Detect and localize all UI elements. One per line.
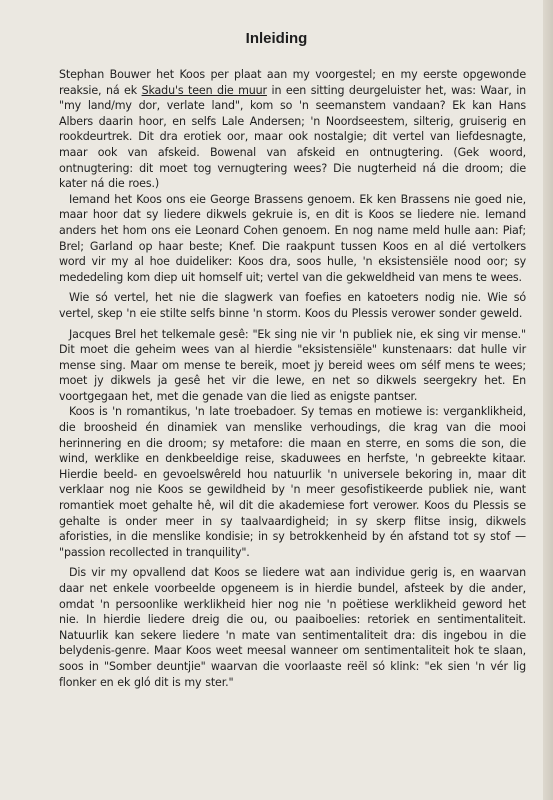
page-edge-shadow <box>543 0 553 800</box>
paragraph-4: Jacques Brel het telkemale gesê: "Ek sing nie vir 'n publiek nie, ek sing vir mense." Dit moet die geheim wees van al hierdie "eksistensiële" kunstenaars: dat hulle vir mense sing. Maar om mense te bereik, moet jy bereid wees om sélf mens te wees; moet jy dikwels ja gesê het vir die lewe, en net so dikwels seergekry het. En voortgegaan het, met die genade van die lied as enigste pantser. <box>59 327 526 403</box>
paragraph-1-text: Stephan Bouwer het Koos per plaat aan my voorgestel; en my eerste opgewonde reaksie, ná ek <box>59 68 526 97</box>
paragraph-6: Dis vir my opvallend dat Koos se liedere wat aan individue gerig is, en waarvan daar net enkele voorbeelde opgeneem is in hierdie bundel, afsteek by die ander, omdat 'n persoonlike werklikheid hier nog nie 'n poëtiese werklikheid geword het nie. In hierdie liedere dreig die ou, ou paaiboelies: retoriek en sentimentaliteit. Natuurlik kan sekere liedere 'n mate van sentimentaliteit dra: dis ingebou in die belydenis-genre. Maar Koos weet meesal wanneer om sentimentaliteit hok te slaan, soos in "Somber deuntjie" waarvan die voorlaaste reël só klink: "ek sien 'n vér lig flonker en ek gló dit is my ster." <box>59 566 526 689</box>
album-title-underlined: Skadu's teen die muur <box>141 83 267 97</box>
paragraph-2: Iemand het Koos ons eie George Brassens genoem. Ek ken Brassens nie goed nie, maar hoor dat sy liedere dikwels gekruie is, en dit is Koos se liedere nie. Iemand anders het hom ons eie Leonard Cohen genoem. En nog name meld hulle aan: Piaf; Brel; Garland op haar beste; Knef. Die raakpunt tussen Koos en al dié vertolkers word vir my al hoe duideliker: Koos dra, soos hulle, 'n eksistensiële nood oor; sy mededeling kom diep uit homself uit; vertel van die gekweldheid van mens te wees. <box>59 192 526 284</box>
paragraph-5: Koos is 'n romantikus, 'n late troebadoer. Sy temas en motiewe is: verganklikheid, die broosheid én dinamiek van menslike verhoudings, die krag van die mooi herinnering en die droom; sy metafore: die maan en sterre, en soms die son, die wind, werklike en denkbeeldige reise, skaduwees en herfste, 'n gebreekte kitaar. Hierdie beeld- en gevoelswêreld hou natuurlik 'n universele bekoring in, maar dit verklaar nog nie Koos se gewildheid by 'n meer gesofistikeerde publiek nie, want romantiek moet gehalte hê, wil dit die akademiese fort verower. Koos du Plessis se gehalte is onder meer in sy taalvaardigheid; in sy skerp flitse insig, dikwels aforisties, in die menslike kondisie; in sy betrokkenheid by én afstand tot sy stof — "passion recollected in tranquility". <box>59 405 526 559</box>
paragraph-1 <box>59 67 526 192</box>
page-title: Inleiding <box>245 30 308 47</box>
paragraph-3: Wie só vertel, het nie die slagwerk van foefies en katoeters nodig nie. Wie só vertel, skep 'n eie stilte selfs binne 'n storm. Koos du Plessis verower sonder geweld. <box>59 291 526 320</box>
page-body <box>59 67 526 690</box>
paragraph-1-text-continued: in een sitting deurgeluister het, was: Waar, in "my land/my dor, verlate land", kom so 'n seemanstem vandaan? Ek kan Hans Albers daarin hoor, en selfs Lale Andersen; 'n Noordseestem, silterig, gruiserig en rookdeurtrek. Dit dra erotiek oor, maar ook nostalgie; dit vertel van liefdesnagte, maar ook van afskeid. Bowenal van afskeid en ontnugtering. (Gek woord, ontnugtering: dit moet tog vernugtering wees? Die nugterheid ná die droom; die kater ná die roes.) <box>59 83 527 191</box>
